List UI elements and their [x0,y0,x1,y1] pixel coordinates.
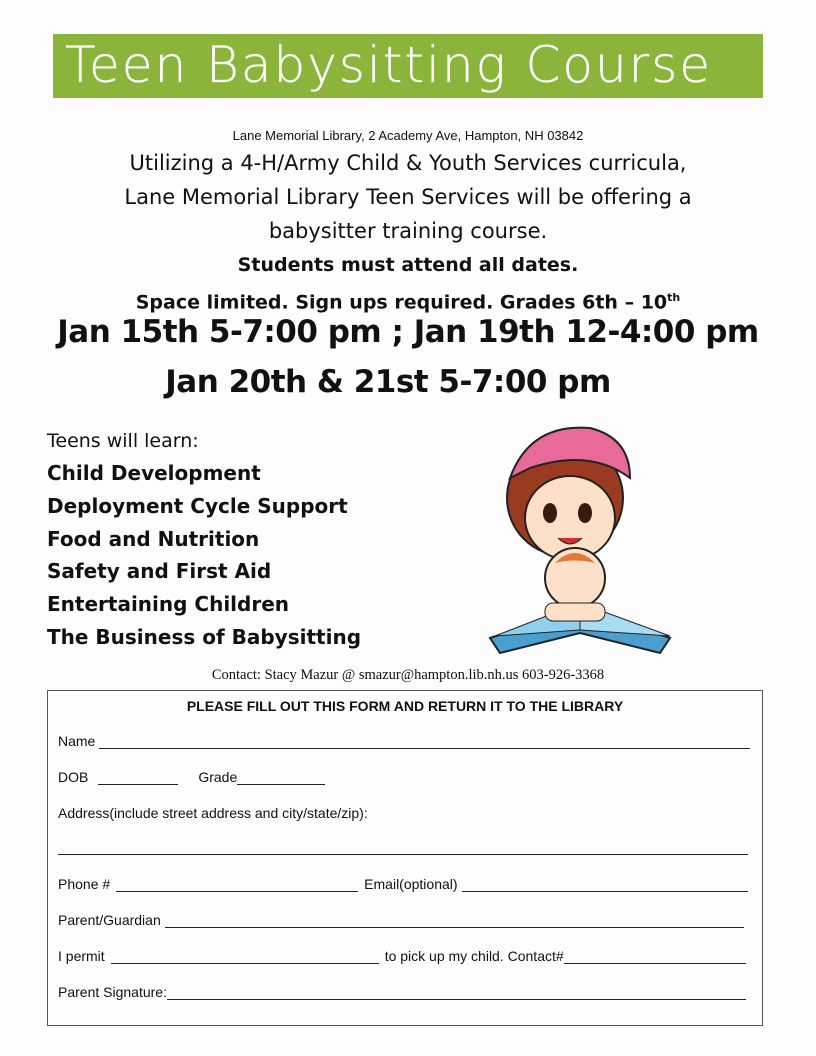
signup-text: Space limited. Sign ups required. Grades 6th – 10 [135,291,668,314]
pickup-label: to pick up my child. Contact# [384,948,564,964]
grade-label: Grade [198,769,238,785]
intro-line: Lane Memorial Library Teen Services will be offering a [124,185,692,209]
parent-label: Parent/Guardian [58,912,161,928]
email-label: Email(optional) [364,876,458,892]
dob-label: DOB [58,769,89,785]
learn-item: The Business of Babysitting [47,625,362,649]
signature-field[interactable] [167,986,746,1000]
superscript: th [667,291,681,304]
intro [0,146,816,248]
intro-line: Utilizing a 4-H/Army Child & Youth Services curricula, [129,151,687,175]
address-label: Address(include street address and city/state/zip): [58,805,368,821]
learn-heading: Teens will learn: [47,430,199,452]
address-field[interactable] [58,841,748,855]
parent-field[interactable] [165,914,744,928]
signature-label: Parent Signature: [58,984,167,1000]
library-address: Lane Memorial Library, 2 Academy Ave, Hampton, NH 03842 [232,128,584,143]
registration-form [47,690,763,1026]
intro-line: babysitter training course. [268,219,548,243]
email-field[interactable] [462,878,748,892]
dob-field[interactable] [98,771,178,785]
learn-item: Deployment Cycle Support [47,494,348,518]
contact-info: Contact: Stacy Mazur @ smazur@hampton.lib.nh.us 603-926-3368 [211,667,605,683]
learn-item: Child Development [47,461,261,485]
name-label: Name [58,733,96,749]
learn-item: Food and Nutrition [47,527,260,551]
contact-field[interactable] [564,950,746,964]
dates-line-1: Jan 15th 5-7:00 pm ; Jan 19th 12-4:00 pm [57,314,759,350]
permit-field[interactable] [111,950,379,964]
title: Teen Babysitting Course [65,36,713,94]
name-field[interactable] [99,735,750,749]
phone-label: Phone # [58,876,111,892]
title-banner [53,34,763,98]
grade-field[interactable] [237,771,325,785]
form-title: PLEASE FILL OUT THIS FORM AND RETURN IT TO THE LIBRARY [186,698,624,714]
permit-label: I permit [58,948,105,964]
babysitter-illustration [470,418,695,658]
attendance-notice: Students must attend all dates. [237,254,579,276]
learn-item: Safety and First Aid [47,559,272,583]
dates-line-2: Jan 20th & 21st 5-7:00 pm [165,364,611,400]
phone-field[interactable] [116,878,358,892]
learn-item: Entertaining Children [47,592,290,616]
